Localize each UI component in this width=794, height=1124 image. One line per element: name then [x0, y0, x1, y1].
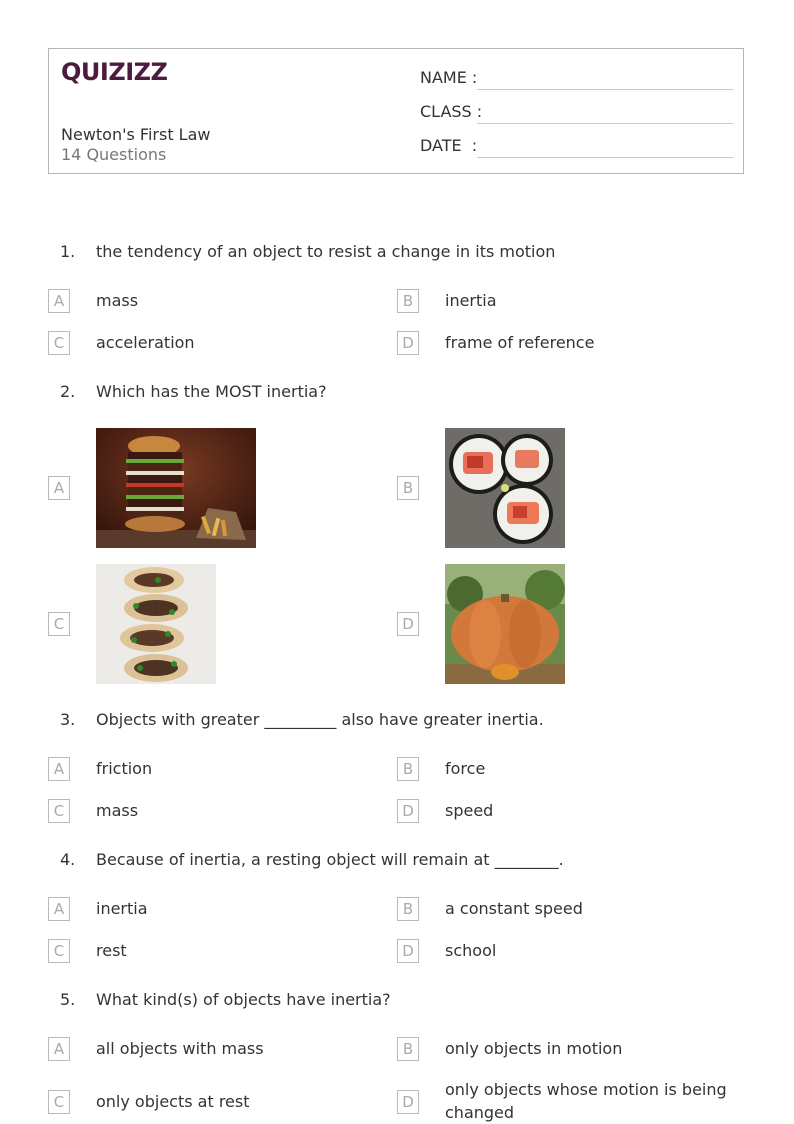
question-number: 2.	[60, 382, 76, 401]
option-letter-d: D	[397, 939, 419, 963]
sushi-rolls-image	[445, 428, 565, 548]
worksheet-title: Newton's First Law	[61, 125, 211, 144]
option-text: rest	[96, 941, 127, 960]
question-text: What kind(s) of objects have inertia?	[96, 990, 391, 1009]
option-text: only objects in motion	[445, 1039, 623, 1058]
class-line[interactable]	[477, 123, 733, 124]
question-number: 3.	[60, 710, 76, 729]
option-letter-d: D	[397, 1090, 419, 1114]
question-number: 1.	[60, 242, 76, 261]
option-letter-d: D	[397, 799, 419, 823]
option-letter-b: B	[397, 476, 419, 500]
option-text: inertia	[96, 899, 148, 918]
option-letter-a: A	[48, 757, 70, 781]
name-line[interactable]	[477, 89, 733, 90]
option-letter-a: A	[48, 476, 70, 500]
question-text: Because of inertia, a resting object will remain at ________.	[96, 850, 564, 869]
question-text: the tendency of an object to resist a change in its motion	[96, 242, 556, 261]
question-text: Objects with greater _________ also have greater inertia.	[96, 710, 544, 729]
option-text: frame of reference	[445, 333, 595, 352]
stacked-burger-image	[96, 428, 256, 548]
option-text: acceleration	[96, 333, 195, 352]
option-letter-a: A	[48, 289, 70, 313]
date-line[interactable]	[477, 157, 733, 158]
option-text: all objects with mass	[96, 1039, 264, 1058]
option-text: a constant speed	[445, 899, 583, 918]
quizizz-logo: QUIZIZZ	[61, 58, 168, 86]
question-count: 14 Questions	[61, 145, 167, 164]
question-number: 4.	[60, 850, 76, 869]
tacos-image	[96, 564, 216, 684]
name-label: NAME :	[420, 68, 478, 87]
option-letter-c: C	[48, 1090, 70, 1114]
option-letter-c: C	[48, 799, 70, 823]
option-letter-b: B	[397, 1037, 419, 1061]
option-letter-b: B	[397, 897, 419, 921]
option-text: speed	[445, 801, 494, 820]
option-letter-d: D	[397, 331, 419, 355]
option-letter-c: C	[48, 612, 70, 636]
option-letter-a: A	[48, 897, 70, 921]
question-number: 5.	[60, 990, 76, 1009]
option-text: mass	[96, 801, 139, 820]
option-text: only objects whose motion is being changed	[445, 1080, 727, 1122]
option-letter-c: C	[48, 331, 70, 355]
option-letter-d: D	[397, 612, 419, 636]
option-text: mass	[96, 291, 139, 310]
question-text: Which has the MOST inertia?	[96, 382, 327, 401]
option-text: inertia	[445, 291, 497, 310]
option-letter-c: C	[48, 939, 70, 963]
option-text: friction	[96, 759, 153, 778]
option-text: force	[445, 759, 486, 778]
option-letter-b: B	[397, 757, 419, 781]
option-letter-a: A	[48, 1037, 70, 1061]
class-label: CLASS :	[420, 102, 483, 121]
option-letter-b: B	[397, 289, 419, 313]
option-text: only objects at rest	[96, 1092, 250, 1111]
giant-pumpkin-image	[445, 564, 565, 684]
date-label: DATE :	[420, 136, 478, 155]
option-text: school	[445, 941, 497, 960]
